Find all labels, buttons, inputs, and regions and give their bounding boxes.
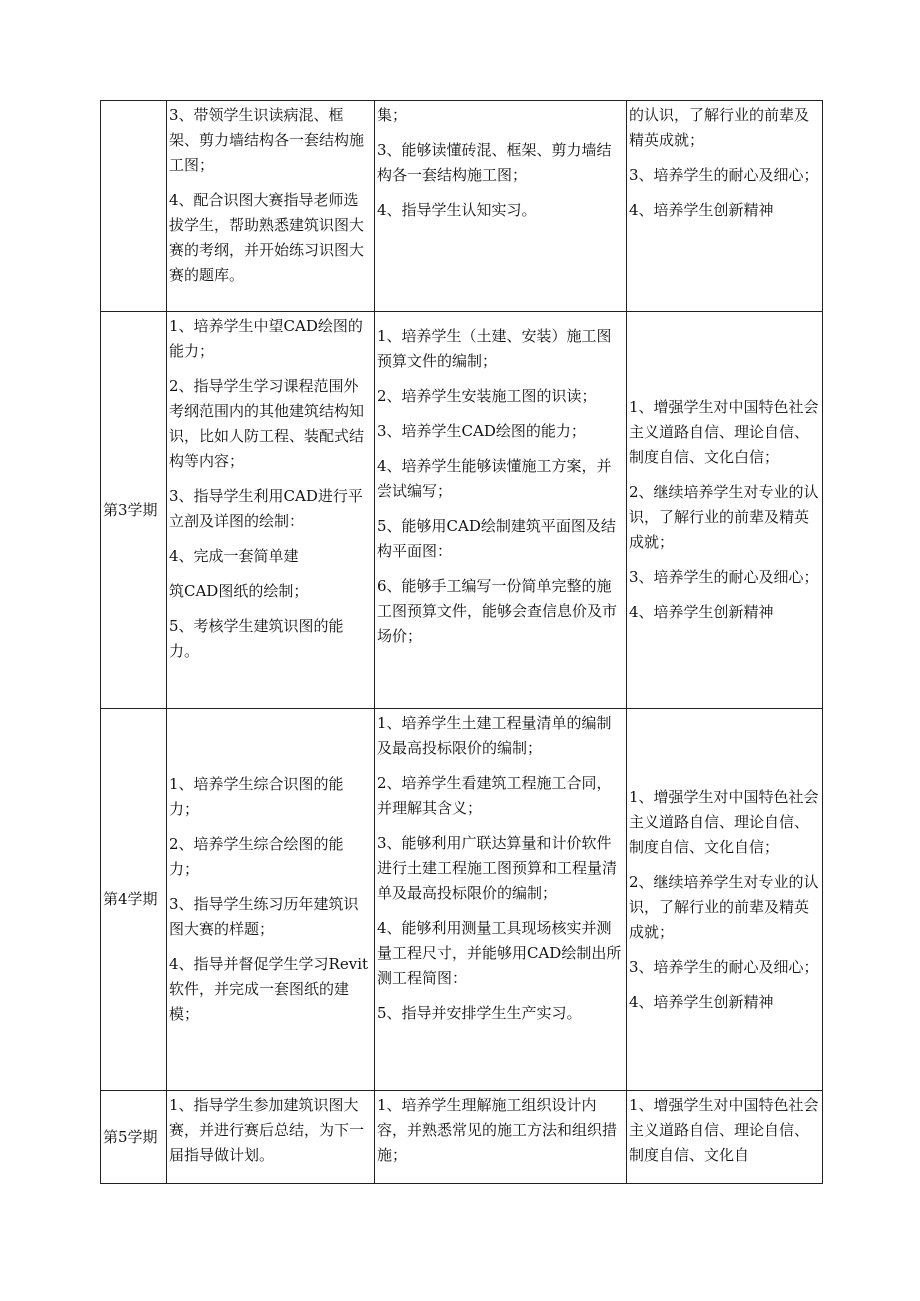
list-item: 5、指导并安排学生生产实习。 (377, 1004, 582, 1022)
list-item: 5、能够用CAD绘制建筑平面图及结构平面图： (377, 517, 616, 560)
ability-cell (375, 709, 627, 1091)
list-item: 2、培养学生安装施工图的识读； (377, 387, 597, 405)
ability-cell (375, 101, 627, 312)
list-item: 1、增强学生对中国特色社会主义道路自信、理论自信、制度自信、文化自 (629, 1096, 819, 1164)
list-item: 4、培养学生创新精神 (629, 201, 774, 219)
list-item: 集； (377, 106, 408, 124)
list-item: 1、增强学生对中国特色社会主义道路自信、理论自信、制度自信、文化白信； (629, 398, 819, 466)
ability-cell (375, 312, 627, 709)
list-item: 1、培养学生综合识图的能力； (169, 775, 344, 818)
training-plan-table (100, 100, 823, 1184)
quality-cell (627, 312, 823, 709)
list-item: 4、指导学生认知实习。 (377, 201, 537, 219)
list-item: 6、能够手工编写一份简单完整的施工图预算文件，能够会查信息价及市场价； (377, 577, 618, 645)
table-row (101, 1091, 823, 1184)
ability-cell (375, 1091, 627, 1184)
list-item: 4、培养学生能够读懂施工方案，并尝试编写； (377, 457, 612, 500)
list-item: 筑CAD图纸的绘制； (169, 582, 309, 600)
list-item: 3、指导学生利用CAD进行平立剖及详图的绘制： (169, 487, 363, 530)
list-item: 1、培养学生土建工程量清单的编制及最高投标限价的编制； (377, 714, 612, 757)
list-item: 4、配合识图大赛指导老师选拔学生，帮助熟悉建筑识图大赛的考纲，并开始练习识图大赛的题库。 (169, 191, 365, 284)
list-item: 1、指导学生参加建筑识图大赛，并进行赛后总结，为下一届指导做计划。 (169, 1096, 365, 1164)
term-cell: 第3学期 (101, 312, 167, 709)
quality-cell (627, 1091, 823, 1184)
term-cell: 第5学期 (101, 1091, 167, 1184)
table-row (101, 101, 823, 312)
list-item: 的认识，了解行业的前辈及精英成就； (629, 106, 810, 149)
list-item: 2、继续培养学生对专业的认识，了解行业的前辈及精英成就； (629, 872, 819, 941)
quality-cell (627, 709, 823, 1091)
list-item: 3、指导学生练习历年建筑识图大赛的样题； (169, 895, 359, 938)
list-item: 4、指导并督促学生学习Revit软件，并完成一套图纸的建模； (169, 955, 369, 1023)
list-item: 2、培养学生综合绘图的能力； (169, 835, 344, 878)
list-item: 4、能够利用测量工具现场核实并测量工程尺寸，并能够用CAD绘制出所测工程简图： (377, 919, 622, 987)
list-item: 4、培养学生创新精神 (629, 603, 774, 621)
list-item: 3、能够读懂砖混、框架、剪力墙结构各一套结构施工图； (377, 141, 612, 184)
list-item: 2、指导学生学习课程范围外考纲范围内的其他建筑结构知识，比如人防工程、装配式结构等内容； (169, 377, 365, 470)
list-item: 4、培养学生创新精神 (629, 992, 774, 1011)
list-item: 1、增强学生对中国特色社会主义道路自信、理论自信、制度自信、文化自信； (629, 787, 819, 856)
list-item: 2、继续培养学生对专业的认识，了解行业的前辈及精英成就； (629, 483, 819, 551)
quality-cell (627, 101, 823, 312)
skills-cell (167, 1091, 375, 1184)
skills-cell (167, 709, 375, 1091)
table-row (101, 709, 823, 1091)
skills-cell (167, 101, 375, 312)
skills-cell (167, 312, 375, 709)
list-item: 3、培养学生CAD绘图的能力； (377, 422, 586, 440)
term-cell: 第4学期 (101, 709, 167, 1091)
list-item: 2、培养学生看建筑工程施工合同，并理解其含义； (377, 774, 612, 817)
list-item: 3、培养学生的耐心及细心； (629, 957, 819, 976)
list-item: 1、培养学生中望CAD绘图的能力； (169, 317, 363, 360)
list-item: 3、能够利用广联达算量和计价软件进行土建工程施工图预算和工程量清单及最高投标限价的编制； (377, 834, 618, 902)
list-item: 4、完成一套简单建 (169, 547, 299, 565)
list-item: 5、考核学生建筑识图的能力。 (169, 617, 344, 660)
list-item: 3、带领学生识读病混、框架、剪力墙结构各一套结构施工图； (169, 106, 365, 174)
term-cell (101, 101, 167, 312)
table-row (101, 312, 823, 709)
list-item: 1、培养学生（土建、安装）施工图预算文件的编制； (377, 327, 612, 370)
list-item: 3、培养学生的耐心及细心； (629, 568, 819, 586)
list-item: 1、培养学生理解施工组织设计内容，并熟悉常见的施工方法和组织措施； (377, 1096, 618, 1164)
list-item: 3、培养学生的耐心及细心； (629, 166, 819, 184)
